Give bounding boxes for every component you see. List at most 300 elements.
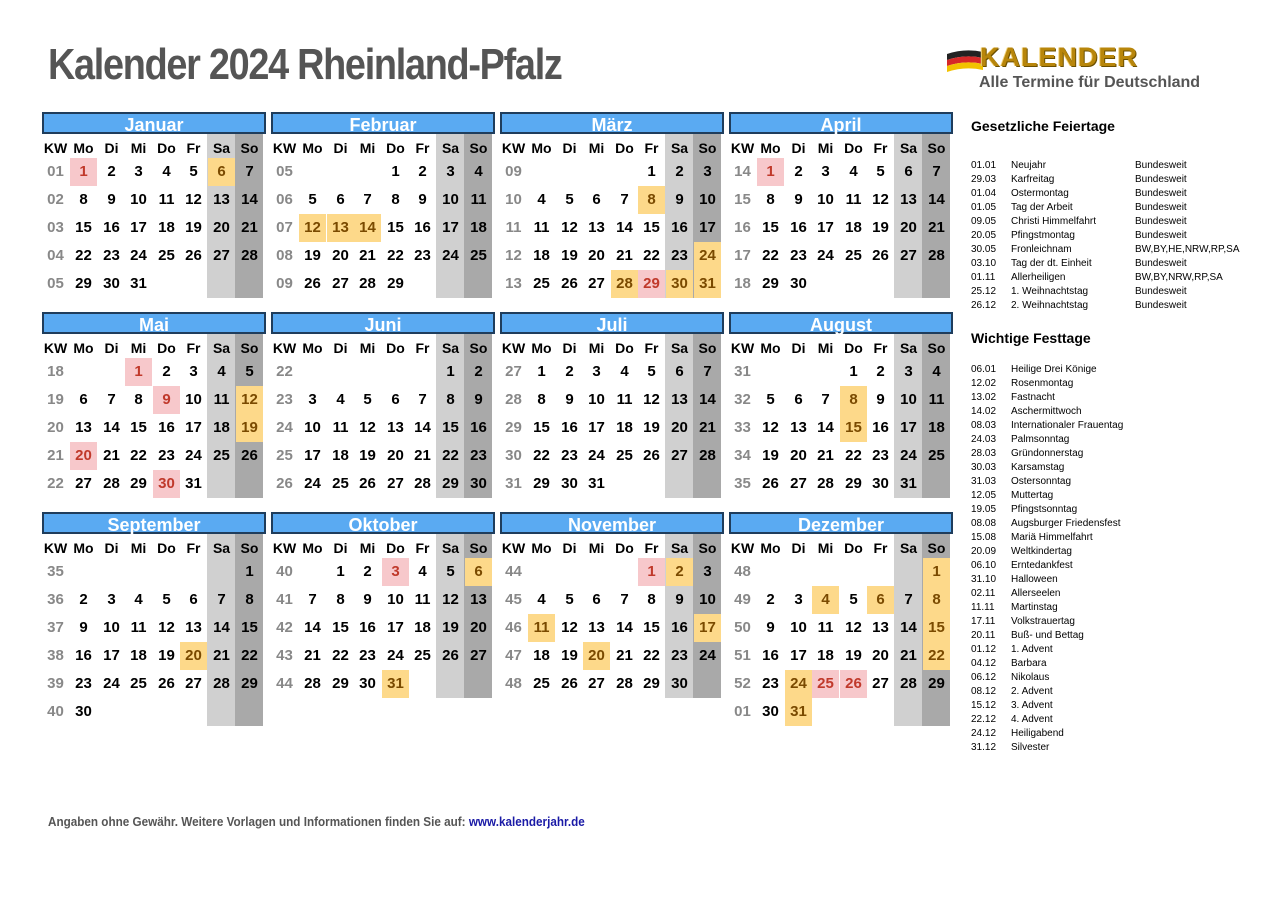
day-cell[interactable]: 15: [840, 414, 867, 442]
day-cell[interactable]: 5: [565, 591, 574, 608]
day-cell[interactable]: 6: [391, 391, 400, 408]
day-cell[interactable]: 8: [336, 591, 345, 608]
day-cell[interactable]: 13: [327, 214, 354, 242]
day-cell[interactable]: 19: [185, 219, 202, 236]
day-cell[interactable]: 23: [671, 647, 688, 664]
day-cell[interactable]: 29: [241, 675, 258, 692]
day-cell[interactable]: 29: [762, 275, 779, 292]
day-cell[interactable]: 4: [336, 391, 345, 408]
day-cell[interactable]: 15: [442, 419, 459, 436]
day-cell[interactable]: 30: [75, 703, 92, 720]
day-cell[interactable]: 6: [79, 391, 88, 408]
day-cell[interactable]: 3: [107, 591, 116, 608]
day-cell[interactable]: 19: [442, 619, 459, 636]
day-cell[interactable]: 27: [332, 275, 349, 292]
day-cell[interactable]: 28: [241, 247, 258, 264]
day-cell[interactable]: 16: [872, 419, 889, 436]
day-cell[interactable]: 2: [363, 563, 372, 580]
day-cell[interactable]: 20: [790, 447, 807, 464]
day-cell[interactable]: 31: [694, 270, 721, 298]
day-cell[interactable]: 30: [470, 475, 487, 492]
day-cell[interactable]: 23: [561, 447, 578, 464]
day-cell[interactable]: 23: [75, 675, 92, 692]
day-cell[interactable]: 17: [387, 619, 404, 636]
day-cell[interactable]: 28: [817, 475, 834, 492]
day-cell[interactable]: 17: [699, 219, 716, 236]
day-cell[interactable]: 18: [213, 419, 230, 436]
day-cell[interactable]: 15: [923, 614, 950, 642]
day-cell[interactable]: 4: [418, 563, 427, 580]
day-cell[interactable]: 3: [904, 363, 913, 380]
day-cell[interactable]: 29: [845, 475, 862, 492]
day-cell[interactable]: 11: [845, 191, 862, 208]
day-cell[interactable]: 13: [588, 219, 605, 236]
day-cell[interactable]: 7: [217, 591, 226, 608]
day-cell[interactable]: 9: [876, 391, 885, 408]
day-cell[interactable]: 26: [561, 675, 578, 692]
day-cell[interactable]: 9: [418, 191, 427, 208]
day-cell[interactable]: 8: [391, 191, 400, 208]
day-cell[interactable]: 14: [699, 391, 716, 408]
day-cell[interactable]: 17: [304, 447, 321, 464]
day-cell[interactable]: 4: [932, 363, 941, 380]
day-cell[interactable]: 19: [762, 447, 779, 464]
day-cell[interactable]: 4: [812, 586, 839, 614]
day-cell[interactable]: 28: [928, 247, 945, 264]
day-cell[interactable]: 15: [387, 219, 404, 236]
day-cell[interactable]: 1: [245, 563, 254, 580]
day-cell[interactable]: 5: [308, 191, 317, 208]
day-cell[interactable]: 17: [103, 647, 120, 664]
day-cell[interactable]: 24: [304, 475, 321, 492]
day-cell[interactable]: 7: [703, 363, 712, 380]
day-cell[interactable]: 3: [446, 163, 455, 180]
day-cell[interactable]: 5: [446, 563, 455, 580]
day-cell[interactable]: 24: [130, 247, 147, 264]
day-cell[interactable]: 11: [533, 219, 550, 236]
day-cell[interactable]: 22: [130, 447, 147, 464]
day-cell[interactable]: 26: [158, 675, 175, 692]
day-cell[interactable]: 17: [790, 647, 807, 664]
day-cell[interactable]: 5: [162, 591, 171, 608]
day-cell[interactable]: 1: [647, 163, 656, 180]
day-cell[interactable]: 6: [189, 591, 198, 608]
day-cell[interactable]: 9: [79, 619, 88, 636]
day-cell[interactable]: 14: [928, 191, 945, 208]
day-cell[interactable]: 27: [671, 447, 688, 464]
day-cell[interactable]: 2: [876, 363, 885, 380]
day-cell[interactable]: 21: [616, 247, 633, 264]
day-cell[interactable]: 27: [588, 675, 605, 692]
day-cell[interactable]: 17: [588, 419, 605, 436]
day-cell[interactable]: 23: [762, 675, 779, 692]
day-cell[interactable]: 22: [241, 647, 258, 664]
day-cell[interactable]: 10: [387, 591, 404, 608]
day-cell[interactable]: 20: [588, 247, 605, 264]
day-cell[interactable]: 3: [592, 363, 601, 380]
day-cell[interactable]: 13: [588, 619, 605, 636]
day-cell[interactable]: 11: [158, 191, 175, 208]
day-cell[interactable]: 24: [817, 247, 834, 264]
day-cell[interactable]: 7: [932, 163, 941, 180]
day-cell[interactable]: 16: [561, 419, 578, 436]
day-cell[interactable]: 22: [923, 642, 950, 670]
day-cell[interactable]: 29: [442, 475, 459, 492]
day-cell[interactable]: 19: [845, 647, 862, 664]
day-cell[interactable]: 11: [130, 619, 147, 636]
day-cell[interactable]: 1: [391, 163, 400, 180]
day-cell[interactable]: 18: [845, 219, 862, 236]
day-cell[interactable]: 19: [643, 419, 660, 436]
day-cell[interactable]: 13: [75, 419, 92, 436]
day-cell[interactable]: 9: [363, 591, 372, 608]
day-cell[interactable]: 15: [643, 219, 660, 236]
day-cell[interactable]: 21: [928, 219, 945, 236]
day-cell[interactable]: 12: [158, 619, 175, 636]
day-cell[interactable]: 15: [332, 619, 349, 636]
day-cell[interactable]: 22: [845, 447, 862, 464]
day-cell[interactable]: 16: [359, 619, 376, 636]
day-cell[interactable]: 23: [158, 447, 175, 464]
day-cell[interactable]: 2: [418, 163, 427, 180]
day-cell[interactable]: 23: [359, 647, 376, 664]
day-cell[interactable]: 21: [699, 419, 716, 436]
day-cell[interactable]: 4: [474, 163, 483, 180]
day-cell[interactable]: 8: [446, 391, 455, 408]
day-cell[interactable]: 3: [189, 363, 198, 380]
day-cell[interactable]: 11: [332, 419, 349, 436]
day-cell[interactable]: 25: [414, 647, 431, 664]
day-cell[interactable]: 23: [414, 247, 431, 264]
day-cell[interactable]: 5: [565, 191, 574, 208]
day-cell[interactable]: 11: [528, 614, 555, 642]
day-cell[interactable]: 22: [643, 247, 660, 264]
day-cell[interactable]: 18: [533, 247, 550, 264]
day-cell[interactable]: 18: [158, 219, 175, 236]
day-cell[interactable]: 24: [699, 647, 716, 664]
day-cell[interactable]: 15: [533, 419, 550, 436]
day-cell[interactable]: 15: [130, 419, 147, 436]
day-cell[interactable]: 17: [694, 614, 721, 642]
day-cell[interactable]: 19: [561, 647, 578, 664]
day-cell[interactable]: 19: [236, 414, 263, 442]
day-cell[interactable]: 19: [158, 647, 175, 664]
day-cell[interactable]: 12: [762, 419, 779, 436]
day-cell[interactable]: 10: [442, 191, 459, 208]
day-cell[interactable]: 26: [241, 447, 258, 464]
day-cell[interactable]: 17: [130, 219, 147, 236]
day-cell[interactable]: 25: [158, 247, 175, 264]
day-cell[interactable]: 31: [900, 475, 917, 492]
day-cell[interactable]: 22: [643, 647, 660, 664]
day-cell[interactable]: 6: [465, 558, 492, 586]
day-cell[interactable]: 11: [414, 591, 431, 608]
day-cell[interactable]: 30: [671, 675, 688, 692]
day-cell[interactable]: 12: [359, 419, 376, 436]
day-cell[interactable]: 27: [872, 675, 889, 692]
day-cell[interactable]: 12: [561, 219, 578, 236]
day-cell[interactable]: 21: [900, 647, 917, 664]
day-cell[interactable]: 9: [794, 191, 803, 208]
day-cell[interactable]: 21: [213, 647, 230, 664]
day-cell[interactable]: 4: [217, 363, 226, 380]
day-cell[interactable]: 27: [900, 247, 917, 264]
day-cell[interactable]: 20: [387, 447, 404, 464]
day-cell[interactable]: 13: [387, 419, 404, 436]
day-cell[interactable]: 28: [359, 275, 376, 292]
day-cell[interactable]: 26: [872, 247, 889, 264]
day-cell[interactable]: 10: [790, 619, 807, 636]
day-cell[interactable]: 3: [308, 391, 317, 408]
day-cell[interactable]: 1: [849, 363, 858, 380]
day-cell[interactable]: 28: [304, 675, 321, 692]
day-cell[interactable]: 9: [474, 391, 483, 408]
day-cell[interactable]: 30: [790, 275, 807, 292]
day-cell[interactable]: 21: [616, 647, 633, 664]
day-cell[interactable]: 29: [387, 275, 404, 292]
day-cell[interactable]: 2: [794, 163, 803, 180]
day-cell[interactable]: 14: [817, 419, 834, 436]
day-cell[interactable]: 5: [876, 163, 885, 180]
day-cell[interactable]: 30: [153, 470, 180, 498]
day-cell[interactable]: 29: [533, 475, 550, 492]
day-cell[interactable]: 28: [699, 447, 716, 464]
day-cell[interactable]: 7: [363, 191, 372, 208]
day-cell[interactable]: 3: [821, 163, 830, 180]
day-cell[interactable]: 7: [620, 191, 629, 208]
day-cell[interactable]: 27: [75, 475, 92, 492]
day-cell[interactable]: 21: [359, 247, 376, 264]
day-cell[interactable]: 16: [671, 619, 688, 636]
day-cell[interactable]: 31: [588, 475, 605, 492]
day-cell[interactable]: 1: [923, 558, 950, 586]
day-cell[interactable]: 30: [666, 270, 693, 298]
day-cell[interactable]: 10: [588, 391, 605, 408]
day-cell[interactable]: 12: [299, 214, 326, 242]
day-cell[interactable]: 25: [213, 447, 230, 464]
day-cell[interactable]: 29: [332, 675, 349, 692]
day-cell[interactable]: 16: [470, 419, 487, 436]
day-cell[interactable]: 2: [565, 363, 574, 380]
day-cell[interactable]: 8: [79, 191, 88, 208]
day-cell[interactable]: 3: [703, 163, 712, 180]
day-cell[interactable]: 25: [845, 247, 862, 264]
day-cell[interactable]: 30: [872, 475, 889, 492]
day-cell[interactable]: 18: [928, 419, 945, 436]
day-cell[interactable]: 3: [382, 558, 409, 586]
day-cell[interactable]: 13: [213, 191, 230, 208]
day-cell[interactable]: 12: [442, 591, 459, 608]
day-cell[interactable]: 8: [245, 591, 254, 608]
day-cell[interactable]: 19: [872, 219, 889, 236]
day-cell[interactable]: 24: [900, 447, 917, 464]
day-cell[interactable]: 8: [766, 191, 775, 208]
day-cell[interactable]: 23: [790, 247, 807, 264]
day-cell[interactable]: 1: [70, 158, 97, 186]
day-cell[interactable]: 28: [414, 475, 431, 492]
day-cell[interactable]: 9: [766, 619, 775, 636]
day-cell[interactable]: 18: [414, 619, 431, 636]
day-cell[interactable]: 23: [470, 447, 487, 464]
day-cell[interactable]: 14: [304, 619, 321, 636]
day-cell[interactable]: 20: [213, 219, 230, 236]
day-cell[interactable]: 24: [103, 675, 120, 692]
day-cell[interactable]: 7: [620, 591, 629, 608]
day-cell[interactable]: 17: [442, 219, 459, 236]
day-cell[interactable]: 21: [103, 447, 120, 464]
day-cell[interactable]: 12: [845, 619, 862, 636]
day-cell[interactable]: 26: [359, 475, 376, 492]
day-cell[interactable]: 12: [872, 191, 889, 208]
day-cell[interactable]: 2: [666, 558, 693, 586]
day-cell[interactable]: 4: [537, 191, 546, 208]
day-cell[interactable]: 12: [561, 619, 578, 636]
day-cell[interactable]: 8: [134, 391, 143, 408]
day-cell[interactable]: 12: [236, 386, 263, 414]
day-cell[interactable]: 2: [107, 163, 116, 180]
day-cell[interactable]: 20: [900, 219, 917, 236]
day-cell[interactable]: 4: [134, 591, 143, 608]
day-cell[interactable]: 25: [332, 475, 349, 492]
day-cell[interactable]: 28: [611, 270, 638, 298]
day-cell[interactable]: 27: [185, 675, 202, 692]
day-cell[interactable]: 2: [162, 363, 171, 380]
day-cell[interactable]: 26: [643, 447, 660, 464]
day-cell[interactable]: 26: [762, 475, 779, 492]
day-cell[interactable]: 23: [103, 247, 120, 264]
day-cell[interactable]: 12: [185, 191, 202, 208]
day-cell[interactable]: 2: [79, 591, 88, 608]
day-cell[interactable]: 26: [561, 275, 578, 292]
day-cell[interactable]: 25: [533, 675, 550, 692]
day-cell[interactable]: 14: [241, 191, 258, 208]
day-cell[interactable]: 7: [107, 391, 116, 408]
day-cell[interactable]: 14: [616, 619, 633, 636]
day-cell[interactable]: 9: [675, 591, 684, 608]
day-cell[interactable]: 5: [849, 591, 858, 608]
day-cell[interactable]: 13: [671, 391, 688, 408]
day-cell[interactable]: 8: [840, 386, 867, 414]
day-cell[interactable]: 1: [638, 558, 665, 586]
day-cell[interactable]: 14: [414, 419, 431, 436]
day-cell[interactable]: 10: [130, 191, 147, 208]
day-cell[interactable]: 25: [533, 275, 550, 292]
day-cell[interactable]: 6: [794, 391, 803, 408]
day-cell[interactable]: 18: [130, 647, 147, 664]
day-cell[interactable]: 1: [336, 563, 345, 580]
day-cell[interactable]: 19: [304, 247, 321, 264]
day-cell[interactable]: 27: [790, 475, 807, 492]
day-cell[interactable]: 25: [928, 447, 945, 464]
day-cell[interactable]: 20: [332, 247, 349, 264]
footer-link[interactable]: www.kalenderjahr.de: [468, 814, 585, 829]
day-cell[interactable]: 15: [75, 219, 92, 236]
day-cell[interactable]: 22: [762, 247, 779, 264]
day-cell[interactable]: 25: [616, 447, 633, 464]
day-cell[interactable]: 21: [304, 647, 321, 664]
day-cell[interactable]: 16: [75, 647, 92, 664]
day-cell[interactable]: 29: [130, 475, 147, 492]
day-cell[interactable]: 6: [208, 158, 235, 186]
day-cell[interactable]: 6: [592, 591, 601, 608]
day-cell[interactable]: 14: [213, 619, 230, 636]
day-cell[interactable]: 26: [185, 247, 202, 264]
day-cell[interactable]: 2: [766, 591, 775, 608]
day-cell[interactable]: 27: [470, 647, 487, 664]
day-cell[interactable]: 27: [387, 475, 404, 492]
day-cell[interactable]: 8: [923, 586, 950, 614]
day-cell[interactable]: 29: [75, 275, 92, 292]
day-cell[interactable]: 9: [107, 191, 116, 208]
day-cell[interactable]: 10: [699, 191, 716, 208]
day-cell[interactable]: 12: [643, 391, 660, 408]
day-cell[interactable]: 11: [213, 391, 230, 408]
day-cell[interactable]: 1: [537, 363, 546, 380]
day-cell[interactable]: 7: [821, 391, 830, 408]
day-cell[interactable]: 21: [817, 447, 834, 464]
day-cell[interactable]: 27: [588, 275, 605, 292]
day-cell[interactable]: 22: [332, 647, 349, 664]
day-cell[interactable]: 18: [470, 219, 487, 236]
day-cell[interactable]: 10: [103, 619, 120, 636]
day-cell[interactable]: 5: [189, 163, 198, 180]
day-cell[interactable]: 20: [671, 419, 688, 436]
day-cell[interactable]: 15: [762, 219, 779, 236]
day-cell[interactable]: 25: [470, 247, 487, 264]
day-cell[interactable]: 20: [70, 442, 97, 470]
day-cell[interactable]: 24: [387, 647, 404, 664]
day-cell[interactable]: 4: [620, 363, 629, 380]
day-cell[interactable]: 18: [616, 419, 633, 436]
day-cell[interactable]: 6: [336, 191, 345, 208]
day-cell[interactable]: 6: [867, 586, 894, 614]
day-cell[interactable]: 10: [817, 191, 834, 208]
day-cell[interactable]: 26: [304, 275, 321, 292]
day-cell[interactable]: 3: [134, 163, 143, 180]
day-cell[interactable]: 11: [470, 191, 487, 208]
day-cell[interactable]: 8: [647, 591, 656, 608]
day-cell[interactable]: 20: [470, 619, 487, 636]
day-cell[interactable]: 5: [363, 391, 372, 408]
day-cell[interactable]: 20: [180, 642, 207, 670]
day-cell[interactable]: 22: [442, 447, 459, 464]
day-cell[interactable]: 5: [766, 391, 775, 408]
day-cell[interactable]: 16: [671, 219, 688, 236]
day-cell[interactable]: 14: [900, 619, 917, 636]
day-cell[interactable]: 24: [442, 247, 459, 264]
day-cell[interactable]: 20: [872, 647, 889, 664]
day-cell[interactable]: 7: [904, 591, 913, 608]
day-cell[interactable]: 4: [849, 163, 858, 180]
day-cell[interactable]: 11: [616, 391, 633, 408]
day-cell[interactable]: 21: [414, 447, 431, 464]
day-cell[interactable]: 26: [442, 647, 459, 664]
day-cell[interactable]: 4: [162, 163, 171, 180]
day-cell[interactable]: 7: [308, 591, 317, 608]
day-cell[interactable]: 8: [537, 391, 546, 408]
day-cell[interactable]: 15: [241, 619, 258, 636]
day-cell[interactable]: 28: [616, 675, 633, 692]
day-cell[interactable]: 25: [812, 670, 839, 698]
day-cell[interactable]: 1: [125, 358, 152, 386]
day-cell[interactable]: 13: [790, 419, 807, 436]
day-cell[interactable]: 22: [533, 447, 550, 464]
day-cell[interactable]: 31: [382, 670, 409, 698]
day-cell[interactable]: 10: [304, 419, 321, 436]
day-cell[interactable]: 8: [638, 186, 665, 214]
day-cell[interactable]: 3: [794, 591, 803, 608]
day-cell[interactable]: 4: [537, 591, 546, 608]
